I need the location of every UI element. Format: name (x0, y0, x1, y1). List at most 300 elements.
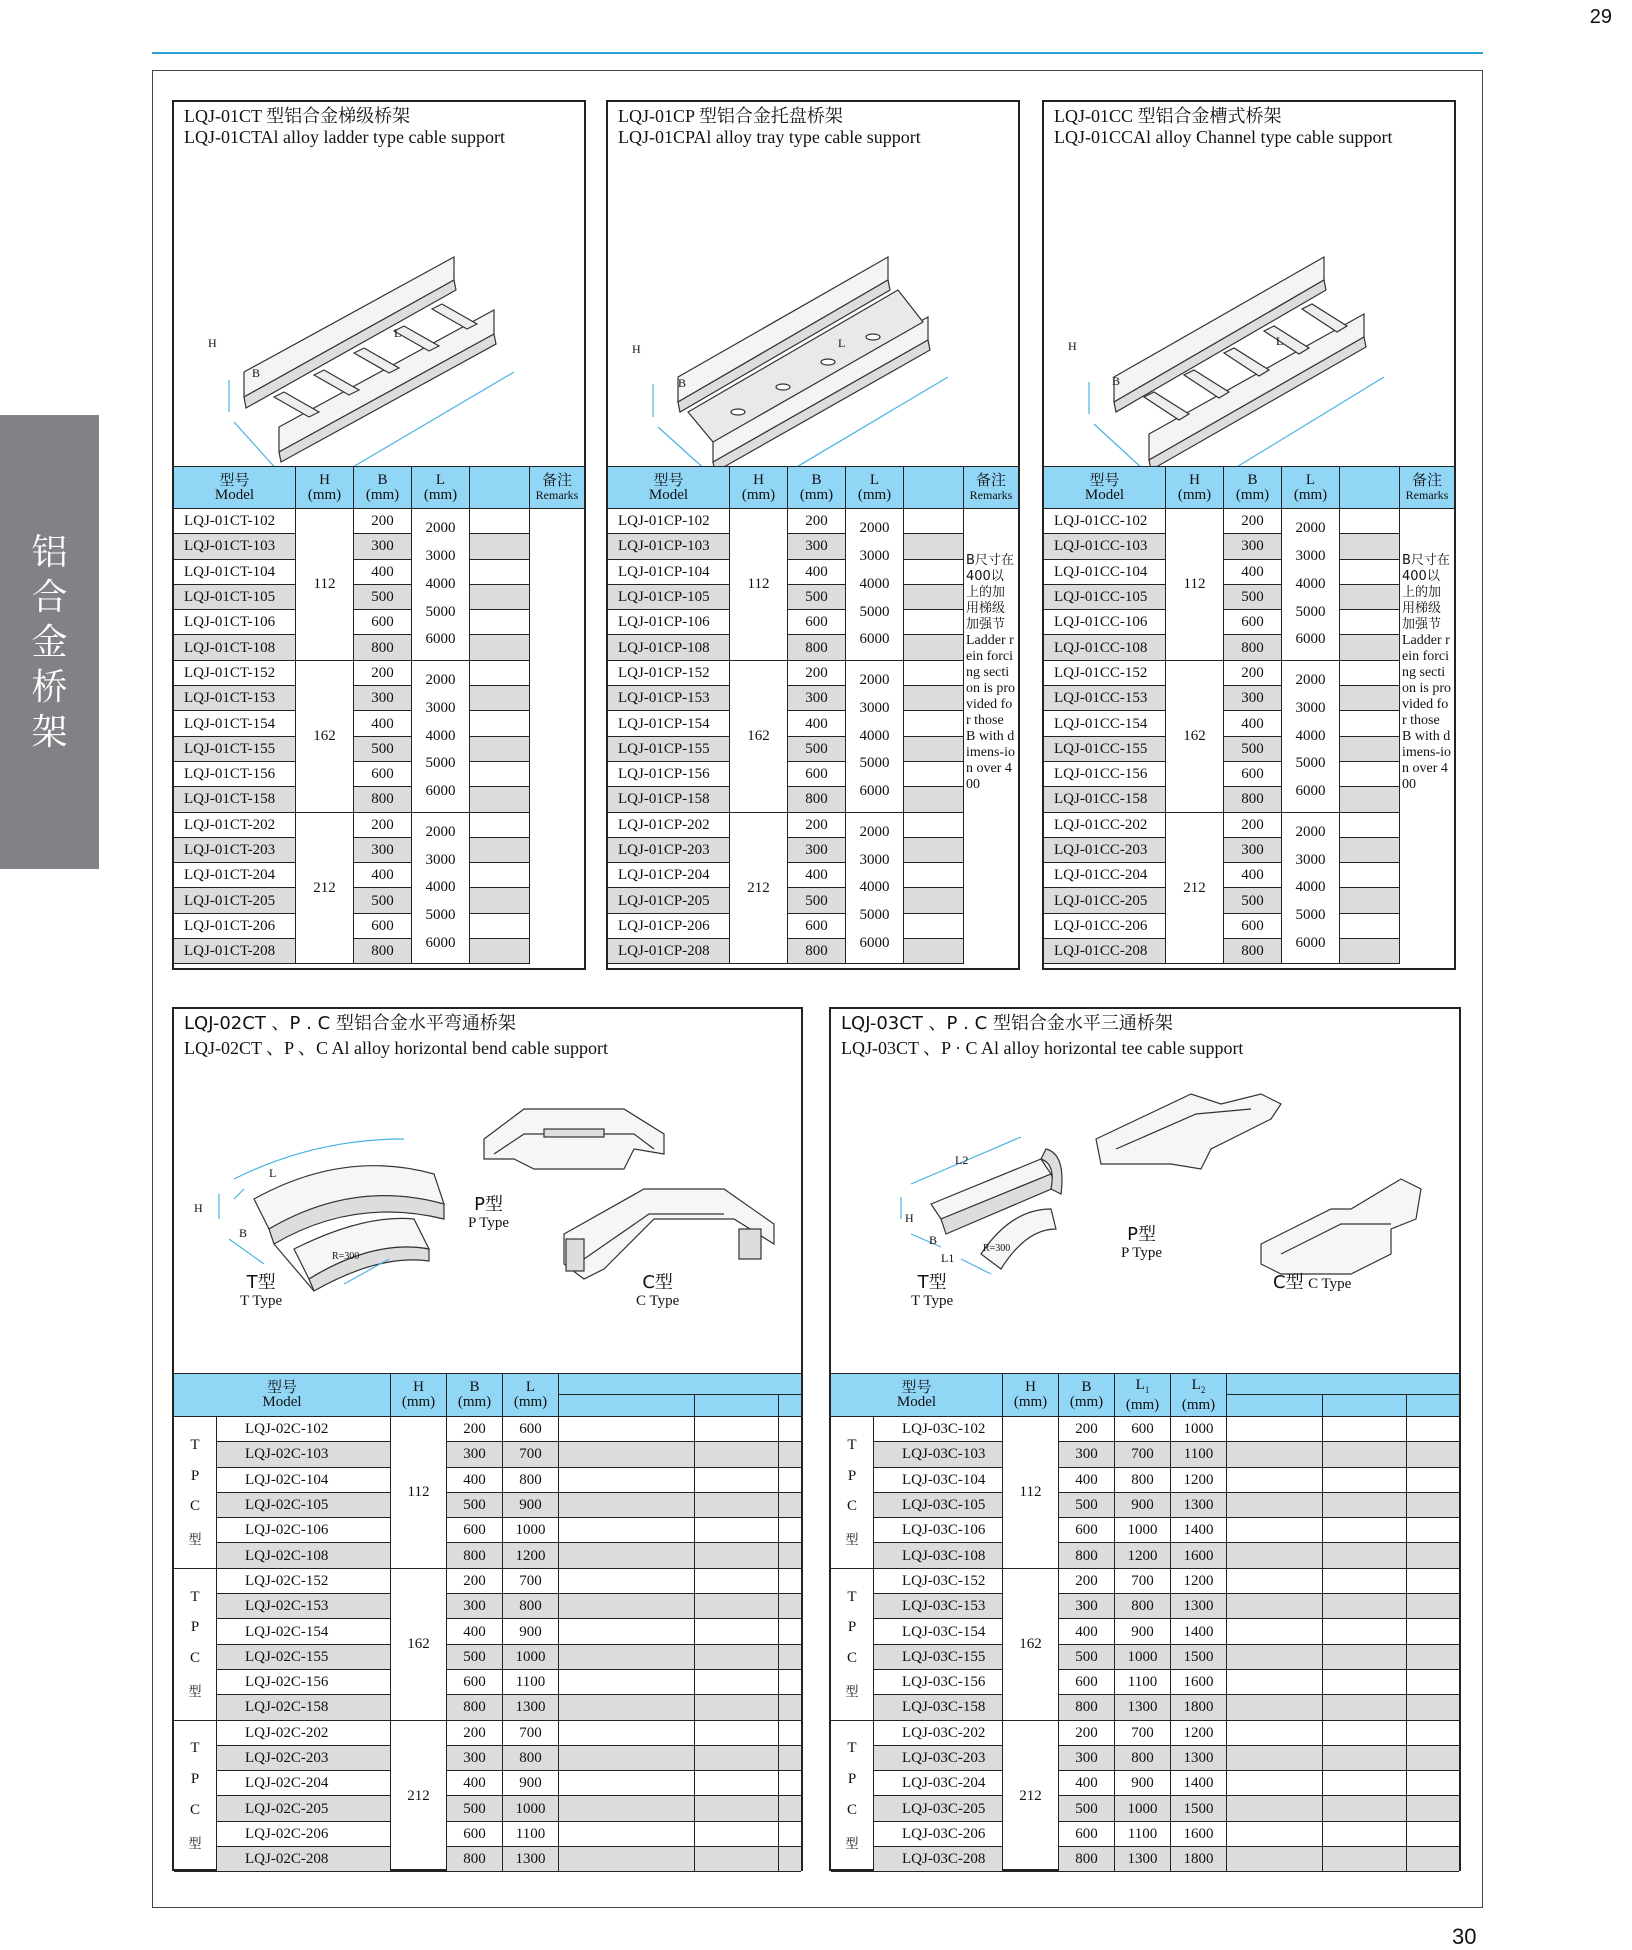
blank-cell (469, 737, 529, 762)
l-cell-group (845, 661, 903, 813)
l2-cell: 1200 (1170, 1468, 1226, 1493)
l-value: 6000 (859, 631, 890, 648)
panel-title-zh: LQJ-02CT 、P . C 型铝合金水平弯通桥架 (184, 1013, 516, 1034)
panel-title-code: LQJ-01CT (184, 106, 262, 126)
blank-cell (903, 888, 963, 913)
b-cell: 600 (787, 610, 845, 635)
page-number: 29 (1589, 6, 1612, 28)
side-tab-char: 桥 (31, 667, 68, 708)
blank-cell (558, 1594, 694, 1619)
model-zh: 型号 (901, 1378, 932, 1396)
blank-cell (1226, 1695, 1322, 1720)
col-header-letter: B (377, 471, 388, 488)
l-cell-group (1281, 813, 1339, 965)
col-header-unit: (mm) (1013, 1394, 1048, 1410)
blank-cell (1226, 1822, 1322, 1847)
b-cell: 500 (1058, 1645, 1114, 1670)
blank-cell (1339, 914, 1399, 939)
b-cell: 400 (1223, 711, 1281, 736)
model-cell: LQJ-02C-105 (216, 1493, 390, 1518)
blank-cell (1406, 1442, 1459, 1467)
blank-cell (558, 1771, 694, 1796)
blank-cell (1322, 1822, 1406, 1847)
l-value: 4000 (1295, 575, 1326, 592)
blank-cell (558, 1695, 694, 1720)
blank-cell (903, 737, 963, 762)
blank-cell (694, 1822, 778, 1847)
blank-cell (1226, 1619, 1322, 1644)
tpc-char: T (190, 1740, 200, 1757)
model-cell: LQJ-02C-106 (216, 1518, 390, 1543)
blank-cell (903, 762, 963, 787)
blank-cell (469, 939, 529, 964)
c-type-zh: C型 (1273, 1272, 1304, 1293)
b-cell: 200 (787, 661, 845, 686)
model-cell: LQJ-01CP-206 (608, 914, 729, 939)
b-cell: 300 (1058, 1594, 1114, 1619)
blank-cell (558, 1417, 694, 1442)
col-header-model (831, 1374, 1002, 1417)
blank-cell (469, 661, 529, 686)
panel-title-zh: 型铝合金梯级桥架 (266, 106, 411, 127)
l2-cell: 1400 (1170, 1771, 1226, 1796)
h-cell: 112 (1165, 509, 1223, 661)
model-cell: LQJ-01CP-102 (608, 509, 729, 534)
l2-cell: 1600 (1170, 1822, 1226, 1847)
l2-cell: 1500 (1170, 1796, 1226, 1821)
blank-cell (1339, 585, 1399, 610)
blank-cell (1339, 762, 1399, 787)
blank-cell (778, 1619, 801, 1644)
tpc-label (174, 1721, 216, 1873)
l-value: 2000 (425, 672, 456, 689)
remarks-text-en: Ladder rein forcing section is provided for those B with dimens-ion over 400 (966, 633, 1015, 792)
col-header-l1 (1114, 1374, 1170, 1417)
col-header-unit: (mm) (799, 486, 834, 503)
b-cell: 200 (1223, 509, 1281, 534)
blank-cell (1322, 1442, 1406, 1467)
blank-cell (469, 888, 529, 913)
col-header-blank (1226, 1374, 1459, 1395)
b-cell: 300 (1223, 838, 1281, 863)
spec-table (608, 466, 1018, 964)
l2-cell: 1200 (1170, 1721, 1226, 1746)
col-header-b (1223, 467, 1281, 509)
blank-cell (778, 1670, 801, 1695)
blank-cell (469, 686, 529, 711)
tpc-char: 型 (188, 1836, 202, 1852)
l-value: 5000 (425, 755, 456, 772)
blank-cell (1226, 1518, 1322, 1543)
side-tab-char: 铝 (31, 532, 68, 573)
blank-cell (903, 509, 963, 534)
model-cell: LQJ-01CT-153 (174, 686, 295, 711)
b-cell: 300 (1223, 686, 1281, 711)
l-value: 4000 (859, 575, 890, 592)
l-cell: 900 (502, 1771, 558, 1796)
blank-cell (1226, 1847, 1322, 1872)
l-value: 4000 (1295, 727, 1326, 744)
col-header-unit: (mm) (401, 1394, 436, 1410)
blank-cell (1322, 1645, 1406, 1670)
b-cell: 600 (1223, 914, 1281, 939)
b-cell: 400 (446, 1771, 502, 1796)
l-value: 6000 (425, 631, 456, 648)
l-cell: 1200 (502, 1543, 558, 1568)
model-cell: LQJ-01CC-106 (1044, 610, 1165, 635)
tpc-char: T (847, 1588, 857, 1605)
model-cell: LQJ-01CC-156 (1044, 762, 1165, 787)
model-cell: LQJ-01CP-106 (608, 610, 729, 635)
l-value: 2000 (1295, 520, 1326, 537)
col-header-unit: (mm) (1181, 1396, 1216, 1413)
blank-cell (558, 1442, 694, 1467)
blank-cell (558, 1569, 694, 1594)
l-cell: 700 (502, 1721, 558, 1746)
l-cell: 1000 (502, 1518, 558, 1543)
blank-cell (469, 635, 529, 660)
b-cell: 800 (1223, 939, 1281, 964)
b-cell: 500 (353, 737, 411, 762)
l2-cell: 1300 (1170, 1594, 1226, 1619)
panel-horizontal-tee (829, 1007, 1461, 1871)
tpc-char: P (847, 1771, 857, 1788)
l-value: 6000 (859, 934, 890, 951)
tpc-char: P (190, 1771, 200, 1788)
spec-table (831, 1373, 1459, 1872)
h-cell: 212 (1002, 1721, 1058, 1873)
col-header-remarks (963, 467, 1018, 509)
model-cell: LQJ-01CC-202 (1044, 813, 1165, 838)
blank-cell (694, 1721, 778, 1746)
blank-cell (1339, 737, 1399, 762)
model-cell: LQJ-01CC-208 (1044, 939, 1165, 964)
col-header-blank-sub (1226, 1395, 1322, 1417)
l-cell: 1300 (502, 1847, 558, 1872)
col-header-l (1281, 467, 1339, 509)
b-cell: 500 (446, 1645, 502, 1670)
blank-cell (778, 1569, 801, 1594)
l-value: 4000 (859, 879, 890, 896)
b-cell: 800 (787, 939, 845, 964)
l2-cell: 1400 (1170, 1518, 1226, 1543)
blank-cell (1406, 1670, 1459, 1695)
l-cell: 800 (1114, 1468, 1170, 1493)
blank-cell (1322, 1670, 1406, 1695)
l-value: 6000 (859, 783, 890, 800)
blank-cell (903, 914, 963, 939)
l-cell: 1000 (502, 1645, 558, 1670)
blank-cell (1339, 560, 1399, 585)
b-cell: 200 (1223, 661, 1281, 686)
b-cell: 600 (353, 762, 411, 787)
l-value: 5000 (859, 907, 890, 924)
panel-title-en: LQJ-01CCAl alloy Channel type cable support (1054, 127, 1393, 147)
tpc-char: T (847, 1740, 857, 1757)
model-cell: LQJ-02C-204 (216, 1771, 390, 1796)
remarks-cell (1399, 509, 1454, 964)
l-value: 5000 (1295, 755, 1326, 772)
tpc-char: C (846, 1650, 857, 1667)
l-value: 6000 (1295, 934, 1326, 951)
model-cell: LQJ-01CT-104 (174, 560, 295, 585)
remarks-zh: 备注 (1411, 470, 1442, 489)
l-cell: 1100 (1114, 1670, 1170, 1695)
l-cell-group (1281, 509, 1339, 661)
blank-cell (778, 1645, 801, 1670)
model-cell: LQJ-01CP-156 (608, 762, 729, 787)
t-type-en: T Type (240, 1293, 283, 1309)
dim-b: B (252, 366, 261, 380)
model-cell: LQJ-01CT-205 (174, 888, 295, 913)
l-value: 6000 (425, 783, 456, 800)
spec-table (1044, 466, 1454, 964)
model-cell: LQJ-01CC-108 (1044, 635, 1165, 660)
col-header-model (608, 467, 729, 509)
tpc-char: 型 (188, 1684, 202, 1700)
col-header-b (446, 1374, 502, 1417)
col-header-blank (469, 467, 529, 509)
l2-cell: 1600 (1170, 1670, 1226, 1695)
col-header-letter: B (811, 471, 822, 488)
tpc-char: C (189, 1650, 200, 1667)
page-number-bottom: 30 (1452, 1924, 1477, 1949)
l-cell: 800 (1114, 1746, 1170, 1771)
b-cell: 800 (1058, 1847, 1114, 1872)
blank-cell (1406, 1847, 1459, 1872)
model-cell: LQJ-01CC-155 (1044, 737, 1165, 762)
blank-cell (558, 1518, 694, 1543)
col-header-letter: H (319, 471, 330, 488)
model-cell: LQJ-02C-154 (216, 1619, 390, 1644)
b-cell: 800 (787, 635, 845, 660)
blank-cell (778, 1417, 801, 1442)
l-value: 5000 (425, 907, 456, 924)
blank-cell (469, 585, 529, 610)
blank-cell (903, 787, 963, 812)
blank-cell (778, 1442, 801, 1467)
blank-cell (469, 610, 529, 635)
blank-cell (903, 635, 963, 660)
h-cell: 212 (1165, 813, 1223, 965)
blank-cell (1339, 939, 1399, 964)
model-cell: LQJ-03C-153 (873, 1594, 1002, 1619)
b-cell: 400 (446, 1619, 502, 1644)
blank-cell (469, 534, 529, 559)
blank-cell (1406, 1569, 1459, 1594)
model-cell: LQJ-02C-205 (216, 1796, 390, 1821)
b-cell: 300 (353, 838, 411, 863)
blank-cell (1322, 1847, 1406, 1872)
b-cell: 400 (353, 711, 411, 736)
l-cell: 1300 (1114, 1847, 1170, 1872)
model-en: Model (214, 486, 255, 503)
tpc-char: T (847, 1436, 857, 1453)
model-cell: LQJ-01CT-155 (174, 737, 295, 762)
blank-cell (694, 1645, 778, 1670)
blank-cell (558, 1645, 694, 1670)
b-cell: 200 (446, 1721, 502, 1746)
b-cell: 600 (446, 1822, 502, 1847)
blank-cell (1226, 1594, 1322, 1619)
l-value: 2000 (1295, 672, 1326, 689)
model-cell: LQJ-01CP-208 (608, 939, 729, 964)
b-cell: 200 (353, 813, 411, 838)
col-header-letter: B (469, 1379, 480, 1395)
blank-cell (469, 509, 529, 534)
b-cell: 500 (787, 737, 845, 762)
blank-cell (1226, 1721, 1322, 1746)
model-cell: LQJ-02C-108 (216, 1543, 390, 1568)
blank-cell (1406, 1796, 1459, 1821)
h-cell: 112 (295, 509, 353, 661)
model-cell: LQJ-01CP-204 (608, 863, 729, 888)
blank-cell (694, 1543, 778, 1568)
blank-cell (778, 1594, 801, 1619)
blank-cell (1339, 888, 1399, 913)
l-cell: 600 (1114, 1417, 1170, 1442)
l-value: 2000 (859, 672, 890, 689)
b-cell: 400 (1058, 1771, 1114, 1796)
model-cell: LQJ-03C-103 (873, 1442, 1002, 1467)
blank-cell (1406, 1493, 1459, 1518)
b-cell: 500 (1223, 888, 1281, 913)
model-cell: LQJ-03C-155 (873, 1645, 1002, 1670)
b-cell: 300 (1058, 1746, 1114, 1771)
col-header-h (295, 467, 353, 509)
tpc-char: C (189, 1801, 200, 1818)
blank-cell (1406, 1771, 1459, 1796)
blank-cell (1406, 1746, 1459, 1771)
tpc-label (831, 1721, 873, 1873)
dim-h: H (632, 342, 641, 356)
tpc-label (174, 1417, 216, 1569)
col-header-l (411, 467, 469, 509)
model-zh: 型号 (653, 470, 684, 489)
blank-cell (1406, 1619, 1459, 1644)
model-en: Model (1084, 486, 1125, 503)
blank-cell (1339, 686, 1399, 711)
blank-cell (694, 1847, 778, 1872)
col-header-letter: H (413, 1379, 424, 1395)
b-cell: 200 (446, 1569, 502, 1594)
model-cell: LQJ-02C-158 (216, 1695, 390, 1720)
model-cell: LQJ-01CT-105 (174, 585, 295, 610)
c-type-en: C Type (1308, 1276, 1352, 1292)
blank-cell (903, 661, 963, 686)
col-header-blank-sub (778, 1395, 801, 1417)
col-header-blank-sub (1322, 1395, 1406, 1417)
blank-cell (558, 1619, 694, 1644)
b-cell: 800 (446, 1695, 502, 1720)
model-cell: LQJ-01CP-104 (608, 560, 729, 585)
b-cell: 600 (1223, 762, 1281, 787)
l-cell: 1100 (502, 1822, 558, 1847)
col-header-l (845, 467, 903, 509)
l-cell: 800 (502, 1594, 558, 1619)
model-cell: LQJ-01CC-105 (1044, 585, 1165, 610)
blank-cell (778, 1847, 801, 1872)
l-value: 3000 (859, 548, 890, 565)
b-cell: 200 (1058, 1569, 1114, 1594)
model-cell: LQJ-02C-203 (216, 1746, 390, 1771)
tpc-char: P (190, 1467, 200, 1484)
model-cell: LQJ-01CT-103 (174, 534, 295, 559)
b-cell: 500 (446, 1493, 502, 1518)
b-cell: 400 (1223, 863, 1281, 888)
col-header-h (1165, 467, 1223, 509)
l-cell: 1000 (502, 1796, 558, 1821)
l-value: 2000 (1295, 823, 1326, 840)
b-cell: 800 (353, 787, 411, 812)
model-cell: LQJ-01CT-206 (174, 914, 295, 939)
l-cell: 1000 (1114, 1645, 1170, 1670)
model-zh: 型号 (1089, 470, 1120, 489)
blank-cell (558, 1721, 694, 1746)
l-cell: 700 (1114, 1442, 1170, 1467)
panel-title-code: LQJ-01CP (618, 106, 695, 126)
blank-cell (1226, 1796, 1322, 1821)
t-type-zh: T型 (917, 1272, 947, 1293)
remarks-en: Remarks (535, 487, 579, 502)
b-cell: 500 (353, 888, 411, 913)
col-header-sub: 1 (1144, 1384, 1150, 1395)
h-cell: 112 (1002, 1417, 1058, 1569)
blank-cell (778, 1543, 801, 1568)
remarks-text-zh: B尺寸在400以上的加用梯级加强节 (1402, 553, 1450, 632)
l2-cell: 1100 (1170, 1442, 1226, 1467)
blank-cell (469, 914, 529, 939)
model-en: Model (648, 486, 689, 503)
h-cell: 162 (1165, 661, 1223, 813)
tpc-char: P (847, 1619, 857, 1636)
model-cell: LQJ-02C-155 (216, 1645, 390, 1670)
b-cell: 300 (1223, 534, 1281, 559)
dim-b: B (1112, 374, 1121, 388)
side-tab-char: 金 (31, 622, 68, 663)
blank-cell (1322, 1569, 1406, 1594)
model-cell: LQJ-01CC-158 (1044, 787, 1165, 812)
model-cell: LQJ-02C-202 (216, 1721, 390, 1746)
col-header-letter: L (435, 471, 446, 488)
blank-cell (778, 1721, 801, 1746)
l-value: 6000 (425, 934, 456, 951)
blank-cell (1339, 787, 1399, 812)
col-header-unit: (mm) (423, 486, 458, 503)
blank-cell (1406, 1518, 1459, 1543)
l-value: 5000 (425, 603, 456, 620)
b-cell: 400 (353, 863, 411, 888)
col-header-l (502, 1374, 558, 1417)
model-cell: LQJ-03C-105 (873, 1493, 1002, 1518)
b-cell: 800 (446, 1543, 502, 1568)
blank-cell (1339, 863, 1399, 888)
l-cell: 900 (502, 1493, 558, 1518)
blank-cell (558, 1847, 694, 1872)
tpc-label (174, 1569, 216, 1721)
blank-cell (469, 813, 529, 838)
l-value: 4000 (425, 879, 456, 896)
model-zh: 型号 (219, 470, 250, 489)
remarks-en: Remarks (1405, 487, 1449, 502)
l-value: 4000 (425, 575, 456, 592)
b-cell: 400 (1058, 1619, 1114, 1644)
blank-cell (1406, 1721, 1459, 1746)
blank-cell (694, 1569, 778, 1594)
blank-cell (469, 762, 529, 787)
tpc-char: 型 (845, 1836, 859, 1852)
model-cell: LQJ-01CT-152 (174, 661, 295, 686)
